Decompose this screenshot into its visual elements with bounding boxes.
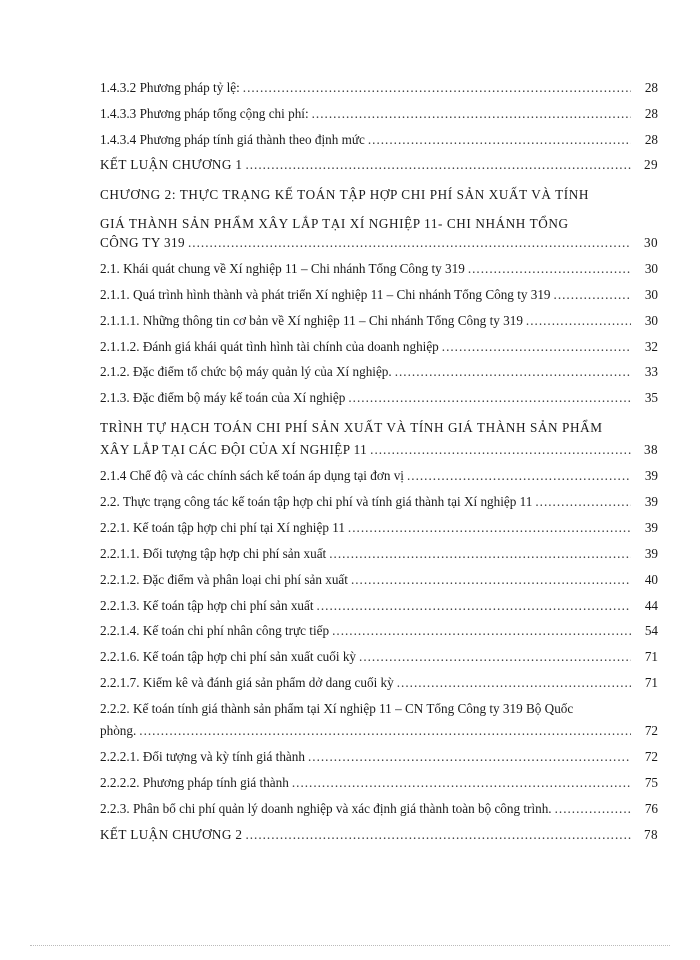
toc-entry[interactable]: [100, 675, 658, 697]
toc-entry-title: KẾT LUẬN CHƯƠNG 1: [100, 157, 243, 172]
toc-entry-chapter-conclusion[interactable]: [100, 157, 658, 179]
toc-entry-page: 29: [644, 157, 658, 172]
toc-entry-title: XÂY LẮP TẠI CÁC ĐỘI CỦA XÍ NGHIỆP 11: [100, 442, 368, 457]
toc-entry-section[interactable]: [100, 442, 658, 464]
toc-entry[interactable]: [100, 546, 658, 568]
dot-leader: [243, 80, 631, 96]
toc-entry-page: 39: [644, 546, 658, 561]
toc-entry-title: 2.2.1.4. Kế toán chi phí nhân công trực tiếp: [100, 623, 330, 638]
toc-entry[interactable]: [100, 749, 658, 771]
toc-entry[interactable]: [100, 649, 658, 671]
dot-leader: [468, 261, 631, 277]
dot-leader: [245, 827, 631, 843]
dot-leader: [397, 675, 631, 691]
dot-leader: [245, 157, 631, 173]
toc-entry-page: 33: [644, 364, 658, 379]
toc-entry-title: 2.1.1. Quá trình hình thành và phát triển Xí nghiệp 11 – Chi nhánh Tổng Công ty 319: [100, 287, 551, 302]
dot-leader: [292, 775, 631, 791]
dot-leader: [368, 132, 631, 148]
toc-entry-chapter-conclusion[interactable]: [100, 827, 658, 849]
toc-entry-page: 39: [644, 520, 658, 535]
toc-entry-wrapped: [100, 697, 658, 720]
dot-leader: [359, 649, 631, 665]
toc-entry-page: 54: [644, 623, 658, 638]
toc-entry-page: 38: [644, 442, 658, 457]
toc-entry-title: 2.1.1.2. Đánh giá khái quát tình hình tài chính của doanh nghiệp: [100, 339, 439, 354]
toc-entry[interactable]: [100, 132, 658, 154]
toc-entry-page: 30: [644, 261, 658, 276]
toc-entry-page: 28: [644, 132, 658, 147]
toc-entry-title: 2.2.1.6. Kế toán tập hợp chi phí sản xuất cuối kỳ: [100, 649, 357, 664]
dot-leader: [351, 572, 631, 588]
toc-heading-line: 2.2.2. Kế toán tính giá thành sản phẩm tại Xí nghiệp 11 – CN Tổng Công ty 319 Bộ Quốc: [100, 701, 574, 716]
toc-entry[interactable]: [100, 598, 658, 620]
toc-entry[interactable]: [100, 313, 658, 335]
toc-entry-page: 71: [644, 649, 658, 664]
toc-entry-title: KẾT LUẬN CHƯƠNG 2: [100, 827, 243, 842]
dot-leader: [370, 442, 631, 458]
toc-entry-title: 2.2.1.3. Kế toán tập hợp chi phí sản xuất: [100, 598, 314, 613]
toc-entry-title: 1.4.3.3 Phương pháp tổng cộng chi phí:: [100, 106, 309, 121]
toc-entry-title: 2.1.4 Chế độ và các chính sách kế toán áp dụng tại đơn vị: [100, 468, 404, 483]
toc-entry[interactable]: [100, 520, 658, 542]
toc-entry-page: 39: [644, 494, 658, 509]
toc-entry[interactable]: [100, 494, 658, 516]
dot-leader: [329, 546, 631, 562]
dot-leader: [555, 801, 631, 817]
toc-entry[interactable]: [100, 775, 658, 797]
toc-entry-title: 2.2.3. Phân bổ chi phí quản lý doanh nghiệp và xác định giá thành toàn bộ công trình.: [100, 801, 552, 816]
toc-entry[interactable]: [100, 80, 658, 102]
toc-entry-page: 75: [644, 775, 658, 790]
toc-entry-page: 28: [644, 106, 658, 121]
toc-heading-line: TRÌNH TỰ HẠCH TOÁN CHI PHÍ SẢN XUẤT VÀ TÍNH GIÁ THÀNH SẢN PHẨM: [100, 420, 603, 435]
toc-entry-title: 2.2. Thực trạng công tác kế toán tập hợp chi phí và tính giá thành tại Xí nghiệp 11: [100, 494, 533, 509]
dot-leader: [332, 623, 631, 639]
toc-entry-title: 2.2.1.1. Đối tượng tập hợp chi phí sản xuất: [100, 546, 327, 561]
dot-leader: [535, 494, 631, 510]
toc-entry-title: 2.1. Khái quát chung về Xí nghiệp 11 – Chi nhánh Tổng Công ty 319: [100, 261, 465, 276]
toc-entry-title: 1.4.3.4 Phương pháp tính giá thành theo định mức: [100, 132, 365, 147]
toc-entry-title: 2.2.2.1. Đối tượng và kỳ tính giá thành: [100, 749, 305, 764]
toc-entry-page: 32: [644, 339, 658, 354]
toc-entry-page: 28: [644, 80, 658, 95]
dot-leader: [407, 468, 631, 484]
page-bottom-divider: [30, 945, 670, 947]
toc-entry-title: phòng.: [100, 723, 137, 738]
toc-chapter-heading: [100, 183, 658, 235]
toc-entry-title: 1.4.3.2 Phương pháp tỷ lệ:: [100, 80, 240, 95]
toc-entry-title: 2.2.1.2. Đặc điểm và phân loại chi phí sản xuất: [100, 572, 348, 587]
dot-leader: [308, 749, 631, 765]
toc-entry-page: 40: [644, 572, 658, 587]
toc-entry-page: 72: [644, 723, 658, 738]
toc-entry-page: 76: [644, 801, 658, 816]
toc-entry-title: 2.1.3. Đặc điểm bộ máy kế toán của Xí nghiệp: [100, 390, 346, 405]
toc-entry[interactable]: [100, 261, 658, 283]
toc-entry-page: 39: [644, 468, 658, 483]
toc-entry-title: 2.1.2. Đặc điểm tổ chức bộ máy quản lý của Xí nghiệp.: [100, 364, 392, 379]
dot-leader: [442, 339, 631, 355]
toc-heading-line: CHƯƠNG 2: THỰC TRẠNG KẾ TOÁN TẬP HỢP CHI PHÍ SẢN XUẤT VÀ TÍNH: [100, 187, 589, 202]
toc-entry-page: 78: [644, 827, 658, 842]
toc-entry[interactable]: [100, 623, 658, 645]
dot-leader: [526, 313, 631, 329]
toc-entry-title: CÔNG TY 319: [100, 235, 185, 250]
toc-entry[interactable]: [100, 801, 658, 823]
toc-entry-page: 30: [644, 235, 658, 250]
dot-leader: [139, 723, 631, 739]
toc-entry[interactable]: [100, 723, 658, 745]
toc-entry-chapter[interactable]: [100, 235, 658, 257]
toc-entry[interactable]: [100, 468, 658, 490]
dot-leader: [317, 598, 631, 614]
dot-leader: [554, 287, 631, 303]
toc-entry[interactable]: [100, 364, 658, 386]
toc-entry-page: 71: [644, 675, 658, 690]
toc-entry-title: 2.1.1.1. Những thông tin cơ bản về Xí nghiệp 11 – Chi nhánh Tổng Công ty 319: [100, 313, 523, 328]
toc-section-heading: [100, 416, 670, 439]
toc-entry[interactable]: [100, 287, 658, 309]
toc-entry-page: 30: [644, 313, 658, 328]
toc-entry-title: 2.2.2.2. Phương pháp tính giá thành: [100, 775, 289, 790]
toc-entry[interactable]: [100, 572, 658, 594]
dot-leader: [348, 390, 631, 406]
toc-entry-page: 30: [644, 287, 658, 302]
dot-leader: [188, 235, 631, 251]
toc-entry[interactable]: [100, 339, 658, 361]
toc-entry-page: 72: [644, 749, 658, 764]
toc-heading-line: GIÁ THÀNH SẢN PHẨM XÂY LẮP TẠI XÍ NGHIỆP 11- CHI NHÁNH TỔNG: [100, 216, 569, 231]
toc-entry-title: 2.2.1.7. Kiểm kê và đánh giá sản phẩm dở dang cuối kỳ: [100, 675, 394, 690]
toc-entry-page: 44: [644, 598, 658, 613]
toc-entry-title: 2.2.1. Kế toán tập hợp chi phí tại Xí nghiệp 11: [100, 520, 345, 535]
dot-leader: [348, 520, 631, 536]
dot-leader: [395, 364, 631, 380]
toc-entry-page: 35: [644, 390, 658, 405]
toc-entry[interactable]: [100, 390, 658, 412]
toc-entry[interactable]: [100, 106, 658, 128]
dot-leader: [312, 106, 631, 122]
